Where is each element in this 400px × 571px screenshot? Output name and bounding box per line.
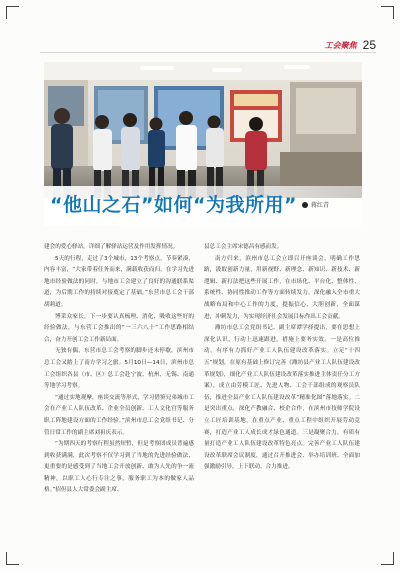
paragraph: 建会的爱心驿站，详细了解驿站运营及作用发挥情况。 [44, 244, 179, 250]
crop-mark-top-left [6, 6, 19, 19]
article-column-right [204, 242, 360, 474]
crop-mark-bottom-left [6, 552, 19, 565]
page-header [325, 38, 376, 52]
page-number: 25 [362, 38, 376, 52]
author-byline [302, 200, 329, 209]
paragraph: 县总工会主席宋德昌有感而发。 [204, 244, 283, 250]
crop-mark-top-right [381, 6, 394, 19]
article-photo [44, 62, 362, 198]
paragraph: 潍坊市总工会党组书记、副主席谭学择提出，要在思想上深化认识，行动上迅速跟进，措施上要务实效。一是高位推动，有序有力抓好产业工人队伍建设改革落实。立足“十四五”规划，在原有基础上修订完善《潍坊县产业工人队伍建设改革规划》，细化产业工人队伍建设改革落实推进主体责任分工方案），成立由劳模工匠、先进人物、工会干部组成的观察员队伍，推进全县产业工人队伍建设改革“精准化图”落地落实。二是突出重点，深化产教融合、校企合作，在滨州市技师学院设立工匠培训基地，在重点产业、重点工程中组织开展劳动竞赛，打造产业工人成长成才绿色通道。三是凝聚合力，有质有量打造产业工人队伍建设改革特色亮点。完善产业工人队伍建设改革联席会议制度，通过召开推进会、举办培训班、全面加强激励引导，上下联动、合力推进。 [204, 325, 360, 471]
author-bullet-icon [302, 202, 308, 208]
header-divider [40, 52, 376, 53]
author-name: 蒋红青 [311, 202, 330, 209]
section-tag: 工会聚焦 [324, 40, 357, 50]
paragraph: 5天的行程，走过了3个城市，13个考察点，节奏紧凑，内容丰富，“大家带着任务而来，满载收获而归，在学习先进地市经验做法的同时，与地市工会建立了良好的沟通联系渠道，为后期工作的持续对接奠定了基础。”东营市总工会干部胡莉道。 [44, 255, 194, 308]
paragraph: “通过实地观摩，座谈交流等形式，学习借鉴兄弟城市工会在产业工人队伍改革、企业全员创新、工人文化宫等服务职工阵地建设方面的工作经验。”滨州市总工会党组书记、分管日常工作的副主席刘祖庆表示。 [44, 394, 194, 436]
paragraph: 南方归来，滨州市总工会立即召开座谈会，明确工作思路，汲取创新力量，用新视野、新理念、新知识、新技术、新逻辑、新打法把这些开展工作，在市场化、平台化、整体性、系统性、协同性推动工作等方面转续发力，深化融入全市重大战略布局和中心工作的力度，提振信心、大胆创新，全面谋进，冲刺发力，为实现经济社会发展目标作出工会贡献。 [204, 255, 360, 320]
crop-mark-bottom-right [381, 552, 394, 565]
paragraph: 无独有偶，东营市总工会考察的脚步还未停歇，滨州市总工会又踏上了南方学习之旅。5月10日—14日，滨州市总工会组织各县（市、区）总工会赴宁波、杭州、无锡、南通等地学习考察。 [44, 348, 194, 390]
paragraph: 博采众家长，下一步要认真梳理、消化、吸收这些好的经验做法，与东营工会推出的“一三六八十”工作思路相结合，奋力开创工会工作新局面。 [44, 313, 194, 343]
article-column-left [44, 242, 194, 497]
article-title: “他山之石”如何“为我所用” [50, 194, 297, 216]
paragraph: “为期四天的考察行程虽然短暂，但是考察团成员普遍感到收获满满，此次考察不仅学习到了当地的先进经验做法，更重要的是感受到了当地工会开放创新、敢为人先的争一流精神，以职工人心行专注之事，服务职工为本的做家人品格。”招但县人大常委会副主席、 [44, 441, 194, 494]
